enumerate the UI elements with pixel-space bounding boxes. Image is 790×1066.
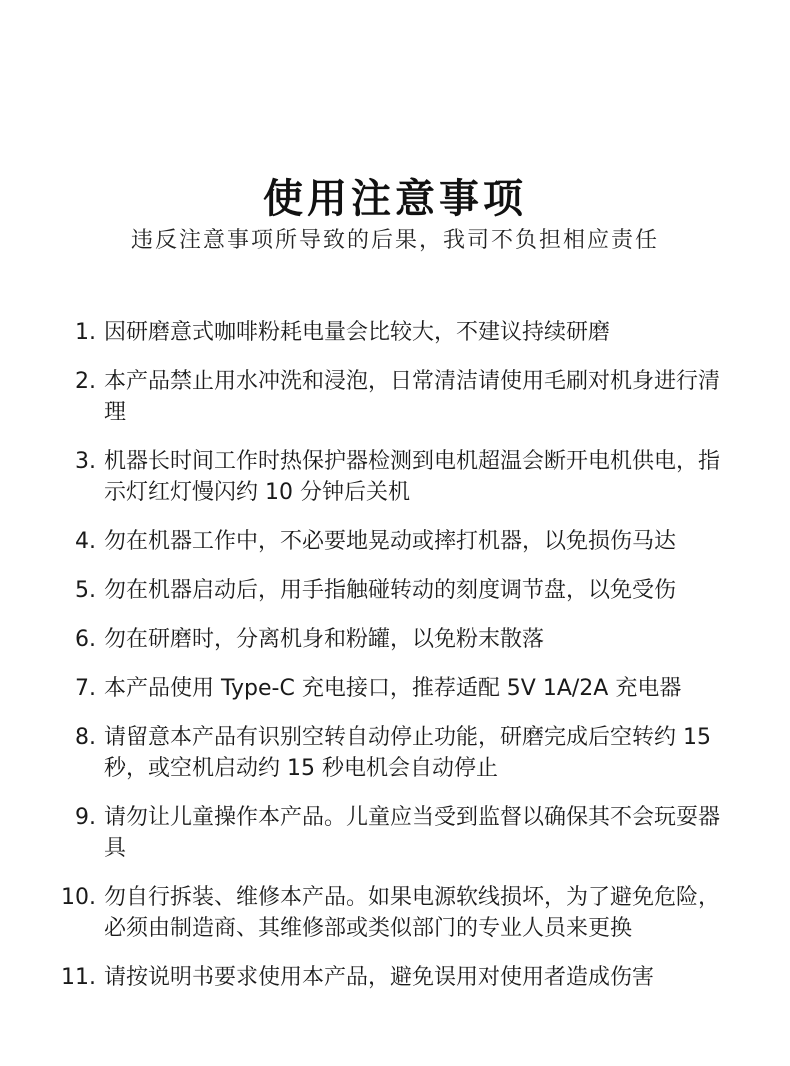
item-text: 本产品禁止用水冲洗和浸泡，日常清洁请使用毛刷对机身进行清理 [104,369,721,425]
list-item [0,962,790,993]
item-text: 勿在研磨时，分离机身和粉罐，以免粉末散落 [104,627,545,652]
item-text: 勿在机器启动后，用手指触碰转动的刻度调节盘，以免受伤 [104,578,677,603]
item-text: 勿自行拆装、维修本产品。如果电源软线损坏，为了避免危险，必须由制造商、其维修部或类似部门的专业人员来更换 [104,885,721,941]
page-subtitle: 违反注意事项所导致的后果，我司不负担相应责任 [130,228,659,253]
item-number: 5. [75,578,96,603]
list-item [0,802,790,864]
list-item [0,882,790,944]
item-number: 2. [75,369,96,394]
list-item [0,317,790,348]
list-item [0,446,790,508]
item-text: 请留意本产品有识别空转自动停止功能，研磨完成后空转约 15 秒，或空机启动约 15 秒电机会自动停止 [104,725,711,781]
notes-list [0,317,790,1011]
list-item [0,526,790,557]
list-item [0,624,790,655]
item-number: 3. [75,449,96,474]
list-item [0,673,790,704]
item-text: 机器长时间工作时热保护器检测到电机超温会断开电机供电，指示灯红灯慢闪约 10 分钟后关机 [104,449,721,505]
item-text: 因研磨意式咖啡粉耗电量会比较大，不建议持续研磨 [104,320,611,345]
item-number: 7. [75,676,96,701]
item-number: 9. [75,805,96,830]
list-item [0,366,790,428]
item-number: 8. [75,725,96,750]
list-item [0,575,790,606]
item-number: 1. [75,320,96,345]
item-text: 勿在机器工作中，不必要地晃动或摔打机器，以免损伤马达 [104,529,677,554]
item-number: 6. [75,627,96,652]
list-item [0,722,790,784]
item-text: 请勿让儿童操作本产品。儿童应当受到监督以确保其不会玩耍器具 [104,805,721,861]
item-number: 11. [61,965,96,990]
item-text: 本产品使用 Type-C 充电接口，推荐适配 5V 1A/2A 充电器 [104,676,682,701]
item-number: 4. [75,529,96,554]
item-number: 10. [61,885,96,910]
item-text: 请按说明书要求使用本产品，避免误用对使用者造成伤害 [104,965,655,990]
page-title: 使用注意事项 [263,175,527,222]
